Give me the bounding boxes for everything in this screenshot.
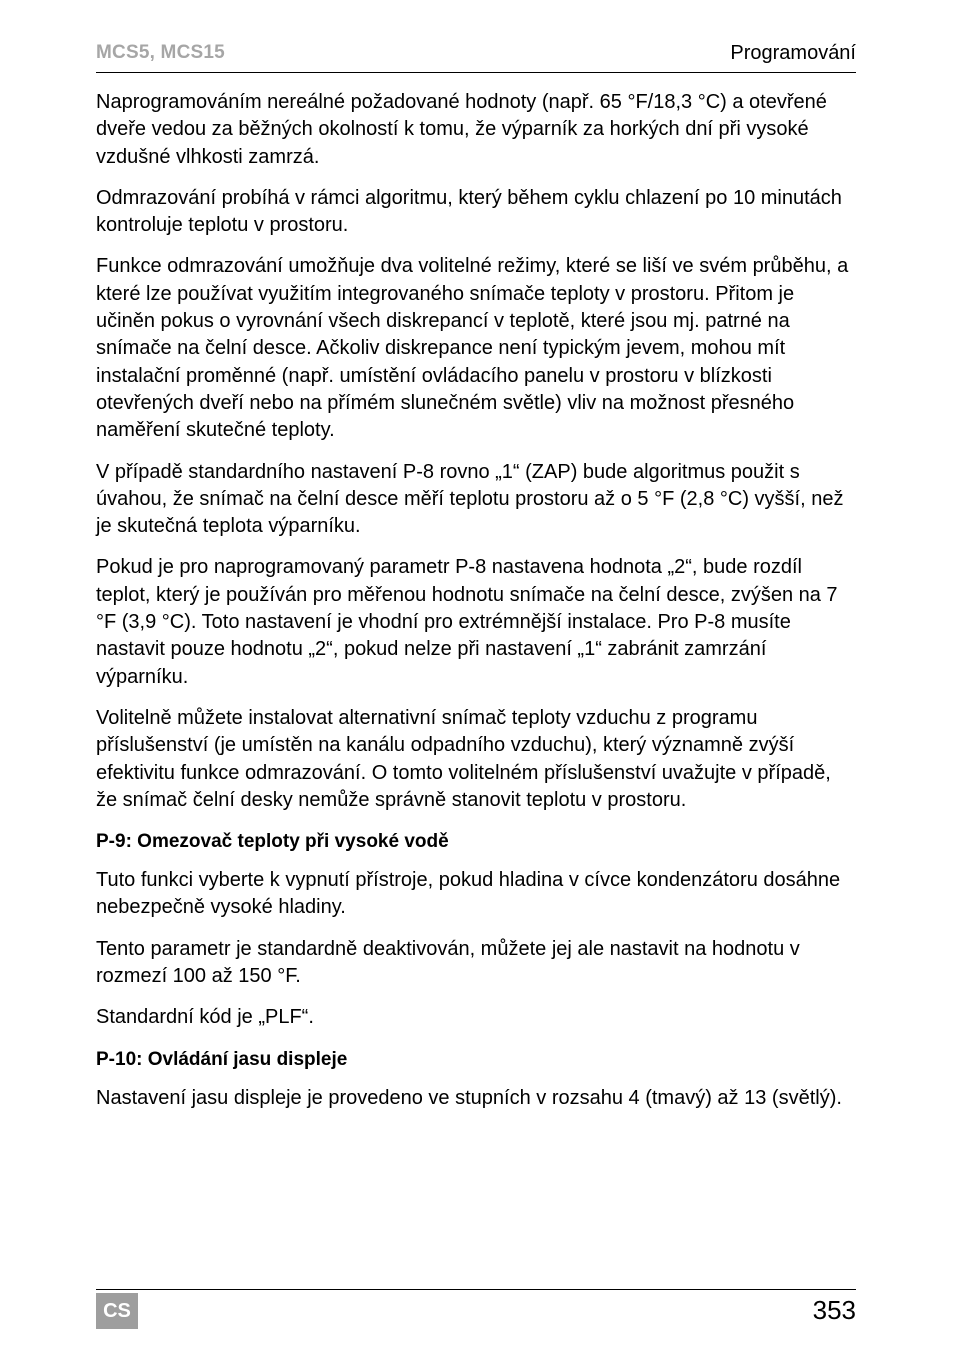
section-heading-p10: P-10: Ovládání jasu displeje: [96, 1048, 348, 1070]
p9-paragraph-2: Tento parametr je standardně deaktivován, můžete jej ale nastavit na hodnotu v rozmezí 100 až 150 °F.: [96, 937, 800, 988]
p9-paragraph-1: Tuto funkci vyberte k vypnutí přístroje, pokud hladina v cívce kondenzátoru dosáhne nebezpečně vysoké hladiny.: [96, 869, 841, 919]
product-name: MCS5, MCS15: [96, 42, 225, 63]
page-footer: [96, 1289, 856, 1330]
paragraph-1: Naprogramováním nereálné požadované hodnoty (např. 65 °F/18,3 °C) a otevřené dveře vedou za běžných okolností k tomu, že výparník za horkých dní při vysoké vzdušné vlhkosti zamrzá.: [96, 91, 827, 168]
language-badge: CS: [96, 1293, 138, 1329]
chapter-title: Programování: [730, 42, 856, 64]
paragraph-3: Funkce odmrazování umožňuje dva volitelné režimy, které se liší ve svém průběhu, a které lze používat využitím integrovaného snímače teploty v prostoru. Přitom je učiněn pokus o vyrovnání všech diskrepancí v teplotě, které jsou mj. patrné na snímače na čelní desce. Ačkoliv diskrepance není typickým jevem, mohou mít instalační proměnné (např. umístění ovládacího panelu v prostoru v blízkosti otevřených dveří nebo na přímém slunečném světle) vliv na možnost přesného naměření skutečné teploty.: [96, 255, 849, 442]
section-heading-p9: P-9: Omezovač teploty při vysoké vodě: [96, 831, 449, 853]
page-content: [96, 89, 856, 1126]
paragraph-4: V případě standardního nastavení P-8 rovno „1“ (ZAP) bude algoritmus použit s úvahou, že snímač na čelní desce měří teplotu prostoru až o 5 °F (2,8 °C) vyšší, než je skutečná teplota výparníku.: [96, 460, 844, 538]
document-page: [96, 0, 856, 1352]
page-number: 353: [812, 1295, 856, 1325]
page-header: [96, 42, 856, 73]
p10-paragraph-1: Nastavení jasu displeje je provedeno ve stupních v rozsahu 4 (tmavý) až 13 (světlý).: [96, 1086, 842, 1109]
paragraph-5: Pokud je pro naprogramovaný parametr P-8 nastavena hodnota „2“, bude rozdíl teplot, který je používán pro měřenou hodnotu snímače na čelní desce, zvýšen na 7 °F (3,9 °C). Toto nastavení je vhodní pro extrémnější instalace. Pro P-8 musíte nastavit pouze hodnotu „2“, pokud nelze při nastavení „1“ zabránit zamrzání výparníku.: [96, 556, 838, 688]
paragraph-6: Volitelně můžete instalovat alternativní snímač teploty vzduchu z programu příslušenství (je umístěn na kanálu odpadního vzduchu), který významně zvýší efektivitu funkce odmrazování. O tomto volitelném příslušenství uvažujte v případě, že snímač čelní desky nemůže správně stanovit teplotu v prostoru.: [96, 706, 831, 811]
p9-paragraph-3: Standardní kód je „PLF“.: [96, 1006, 314, 1029]
paragraph-2: Odmrazování probíhá v rámci algoritmu, který během cyklu chlazení po 10 minutách kontroluje teplotu v prostoru.: [96, 186, 842, 237]
